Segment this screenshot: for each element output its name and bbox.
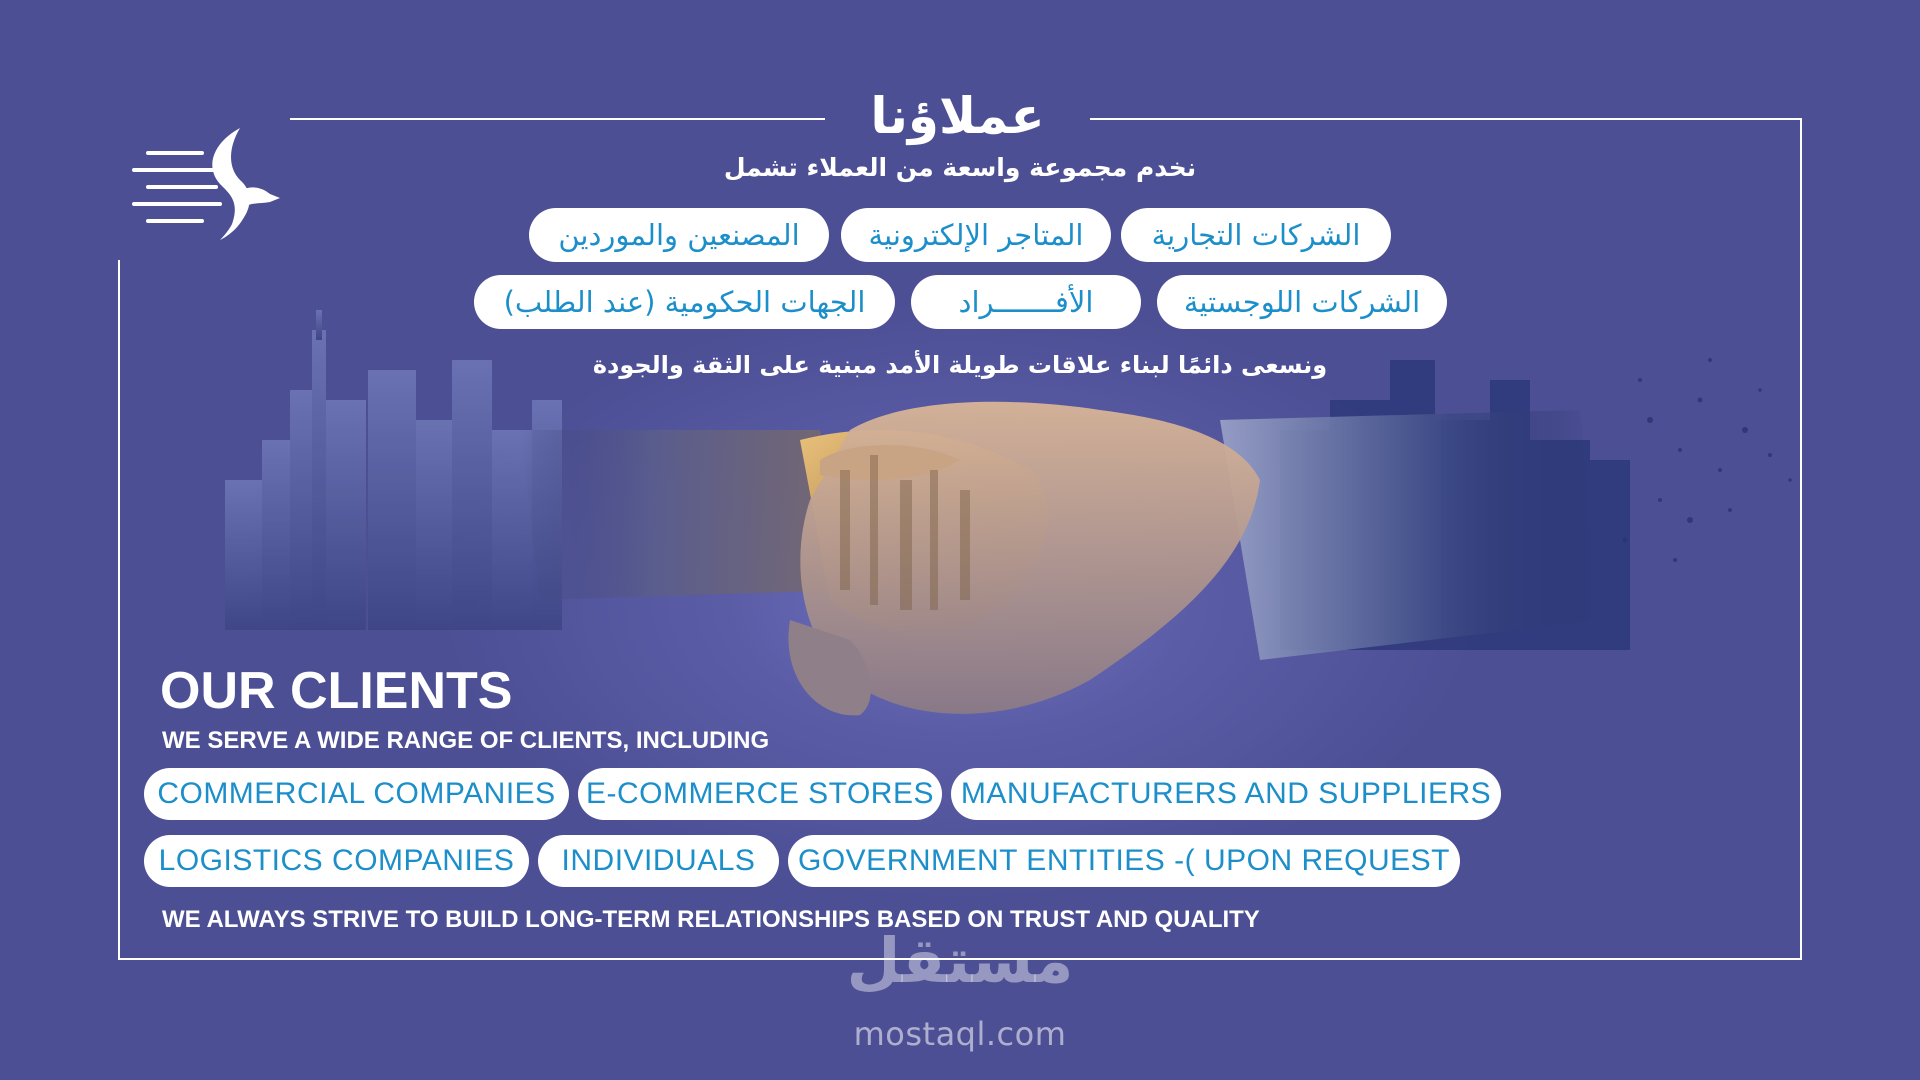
pill-ar-manufacturers-suppliers: المصنعين والموردين: [529, 208, 829, 262]
pill-ar-individuals: الأفـــــــراد: [911, 275, 1141, 329]
page-subtitle-en: WE SERVE A WIDE RANGE OF CLIENTS, INCLUDING: [162, 727, 770, 754]
frame-top-right: [1090, 118, 1802, 120]
pill-ar-logistics-companies: الشركات اللوجستية: [1157, 275, 1447, 329]
pill-en-logistics-companies: LOGISTICS COMPANIES: [144, 835, 529, 887]
frame-left: [118, 260, 120, 960]
pill-en-ecommerce-stores: E-COMMERCE STORES: [578, 768, 942, 820]
watermark-ar: مستقل: [846, 924, 1074, 997]
bird-s-logo-icon: [132, 124, 282, 254]
tagline-ar: ونسعى دائمًا لبناء علاقات طويلة الأمد مبنية على الثقة والجودة: [592, 351, 1328, 379]
pill-ar-commercial-companies: الشركات التجارية: [1121, 208, 1391, 262]
tagline-en: WE ALWAYS STRIVE TO BUILD LONG-TERM RELATIONSHIPS BASED ON TRUST AND QUALITY: [162, 906, 1260, 933]
frame-top-left: [290, 118, 825, 120]
pill-en-individuals: INDIVIDUALS: [538, 835, 779, 887]
page-title-en: OUR CLIENTS: [160, 662, 513, 720]
page-subtitle-ar: نخدم مجموعة واسعة من العملاء تشمل: [723, 153, 1197, 182]
pill-ar-ecommerce-stores: المتاجر الإلكترونية: [841, 208, 1111, 262]
watermark-en: mostaql.com: [853, 1015, 1067, 1053]
page-title-ar: عملاؤنا: [870, 87, 1045, 145]
pill-en-manufacturers-suppliers: MANUFACTURERS AND SUPPLIERS: [951, 768, 1501, 820]
pill-ar-government-entities: الجهات الحكومية (عند الطلب): [474, 275, 895, 329]
frame-right: [1800, 118, 1802, 960]
pill-en-government-entities: GOVERNMENT ENTITIES -( UPON REQUEST: [788, 835, 1460, 887]
pill-en-commercial-companies: COMMERCIAL COMPANIES: [144, 768, 569, 820]
